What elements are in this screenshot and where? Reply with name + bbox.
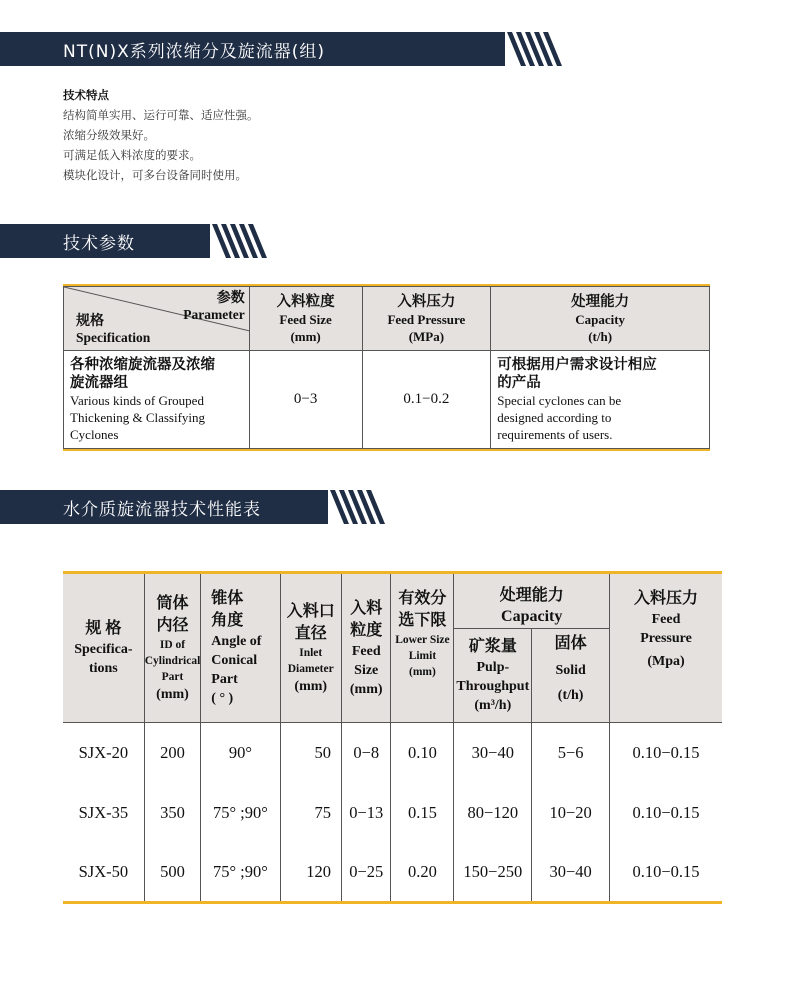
cell-feed-size: 0−13: [341, 783, 390, 843]
section-title: 水介质旋流器技术性能表: [63, 499, 261, 520]
col-header-capacity: [491, 287, 710, 351]
table-bottom-rule: [63, 449, 710, 451]
corner-header: [64, 287, 250, 351]
section-title: NT(N)X系列浓缩分及旋流器(组): [63, 41, 325, 62]
header-en: Feed Pressure: [387, 311, 466, 327]
col-header-inlet-diameter: [280, 573, 341, 723]
header-zh: 规 格: [85, 620, 122, 637]
header-zh: 粒度: [350, 621, 383, 639]
header-en: Conical: [211, 653, 258, 668]
cell-feed-pressure: 0.10−0.15: [610, 843, 722, 903]
features-title: 技术特点: [63, 88, 109, 102]
cell-lower-limit: 0.20: [391, 843, 454, 903]
capacity-zh: 可根据用户需求设计相应: [497, 357, 657, 373]
capacity-en: designed according to: [497, 410, 612, 425]
performance-table: [63, 571, 722, 904]
header-unit: (Mpa): [647, 654, 685, 669]
spec-zh: 旋流器组: [70, 375, 128, 391]
header-zh: 有效分: [398, 590, 447, 607]
cell-solid: 10−20: [532, 783, 610, 843]
header-zh: 入料压力: [634, 590, 699, 607]
spec-en: Various kinds of Grouped: [70, 393, 204, 408]
cell-inlet-diameter: 75: [280, 783, 341, 843]
spec-cell: [64, 351, 250, 449]
table-row: [63, 723, 722, 783]
capacity-zh: 的产品: [497, 375, 541, 391]
header-zh: 固体: [554, 635, 587, 652]
corner-spec-zh: 规格: [76, 314, 104, 329]
cell-feed-size: 0−8: [341, 723, 390, 783]
cell-pulp: 80−120: [454, 783, 532, 843]
header-unit: (mm): [409, 666, 436, 678]
col-header-feed-size: [249, 287, 362, 351]
feed-size-cell: 0−3: [249, 351, 362, 449]
cell-spec: SJX-35: [63, 783, 144, 843]
header-en: tions: [88, 661, 118, 676]
header-en: Capacity: [501, 608, 563, 625]
features-block: [63, 85, 259, 185]
cell-solid: 30−40: [532, 843, 610, 903]
cell-feed-size: 0−25: [341, 843, 390, 903]
spec-en: Thickening & Classifying: [70, 410, 206, 425]
header-zh: 直径: [294, 624, 327, 642]
header-zh: 筒体: [156, 594, 189, 612]
header-zh: 入料口: [286, 602, 335, 620]
header-zh: 内径: [156, 616, 189, 634]
cell-feed-pressure: 0.10−0.15: [610, 783, 722, 843]
header-en: Specifica-: [74, 642, 133, 657]
header-en: Size: [354, 662, 379, 678]
header-zh: 矿浆量: [468, 638, 517, 655]
header-en: Part: [211, 672, 238, 687]
header-en: Pulp-: [476, 660, 510, 675]
feature-item: 结构简单实用、运行可靠、适应性强。: [63, 108, 259, 122]
corner-spec-en: Specification: [76, 330, 151, 345]
feature-item: 模块化设计，可多台设备同时使用。: [63, 168, 247, 182]
header-unit: (mm): [349, 681, 383, 697]
header-unit: (mm): [156, 686, 189, 702]
col-header-feed-pressure: [362, 287, 491, 351]
cell-solid: 5−6: [532, 723, 610, 783]
corner-param-zh: 参数: [216, 291, 245, 306]
col-header-cylinder-id: [144, 573, 201, 723]
header-zh: 入料压力: [397, 293, 456, 310]
capacity-en: Special cyclones can be: [497, 393, 622, 408]
cell-inlet-diameter: 120: [280, 843, 341, 903]
cell-pulp: 30−40: [454, 723, 532, 783]
col-header-feed-size: [341, 573, 390, 723]
cell-cylinder-id: 200: [144, 723, 201, 783]
header-en: ID of: [159, 638, 186, 651]
header-en: Angle of: [211, 634, 262, 649]
cell-cone-angle: 75° ;90°: [201, 843, 280, 903]
header-en: Capacity: [575, 311, 626, 327]
header-zh: 处理能力: [571, 293, 630, 310]
header-zh: 选下限: [398, 612, 447, 629]
header-zh: 入料粒度: [276, 293, 335, 310]
feature-item: 可满足低入料浓度的要求。: [63, 148, 201, 162]
cell-cone-angle: 90°: [201, 723, 280, 783]
header-en: Feed: [351, 643, 381, 659]
col-header-solid: [532, 629, 610, 723]
header-en: Pressure: [640, 631, 692, 646]
stripes-decoration: [210, 224, 292, 258]
stripes-decoration: [505, 32, 587, 66]
cell-inlet-diameter: 50: [280, 723, 341, 783]
params-table: [63, 286, 710, 449]
col-header-feed-pressure: [610, 573, 722, 723]
cell-cylinder-id: 350: [144, 783, 201, 843]
header-unit: (t/h): [588, 328, 613, 344]
header-en: Solid: [555, 663, 586, 678]
header-zh: 入料: [350, 599, 383, 617]
feed-pressure-cell: 0.1−0.2: [362, 351, 491, 449]
section-banner-params: [0, 224, 292, 258]
cell-feed-pressure: 0.10−0.15: [610, 723, 722, 783]
header-zh: 处理能力: [499, 587, 564, 604]
col-header-spec: [63, 573, 144, 723]
header-en: Feed: [651, 612, 681, 627]
cell-spec: SJX-20: [63, 723, 144, 783]
header-en: Throughput: [456, 679, 530, 694]
col-header-pulp: [454, 629, 532, 723]
table-row: [63, 783, 722, 843]
section-title: 技术参数: [63, 233, 135, 254]
section-banner-performance: [0, 490, 410, 524]
cell-lower-limit: 0.10: [391, 723, 454, 783]
table-row: [64, 351, 710, 449]
header-en: Inlet: [299, 646, 323, 659]
capacity-en: requirements of users.: [497, 427, 613, 442]
corner-param-en: Parameter: [183, 307, 245, 322]
header-unit: (t/h): [557, 688, 584, 703]
cell-lower-limit: 0.15: [391, 783, 454, 843]
header-zh: 角度: [211, 612, 244, 629]
header-unit: (mm): [290, 328, 321, 344]
capacity-cell: [491, 351, 710, 449]
header-en: Limit: [408, 650, 437, 662]
spec-zh: 各种浓缩旋流器及浓缩: [70, 357, 215, 373]
feature-item: 浓缩分级效果好。: [63, 128, 155, 142]
header-en: Part: [161, 670, 184, 683]
stripes-decoration: [328, 490, 410, 524]
header-unit: ( ° ): [211, 691, 234, 706]
header-unit: (m³/h): [474, 698, 512, 713]
col-header-lower-limit: [391, 573, 454, 723]
header-en: Feed Size: [279, 311, 332, 327]
section-banner-product: [0, 32, 587, 66]
header-en: Diameter: [287, 662, 334, 675]
header-unit: (mm): [294, 678, 328, 694]
header-unit: (MPa): [408, 328, 445, 344]
cell-spec: SJX-50: [63, 843, 144, 903]
header-en: Lower Size: [395, 634, 450, 646]
cell-cylinder-id: 500: [144, 843, 201, 903]
cell-cone-angle: 75° ;90°: [201, 783, 280, 843]
col-header-capacity: [454, 573, 610, 629]
spec-en: Cyclones: [70, 427, 119, 442]
table-row: [63, 843, 722, 903]
cell-pulp: 150−250: [454, 843, 532, 903]
col-header-cone-angle: [201, 573, 280, 723]
header-en: Cylindrical: [144, 654, 201, 667]
header-zh: 锥体: [211, 590, 244, 607]
